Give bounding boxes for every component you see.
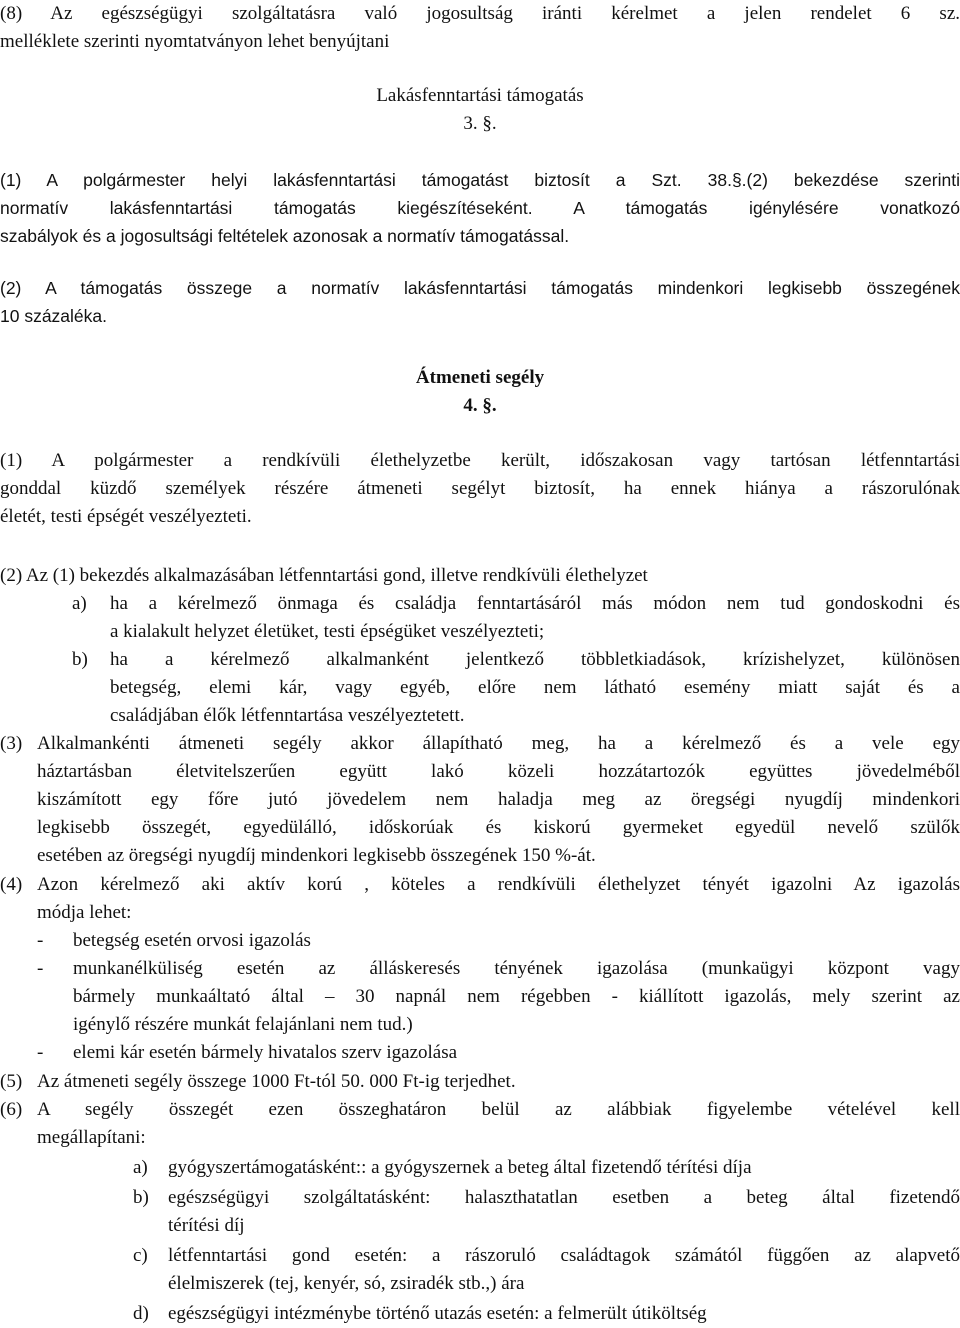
text-line: munkanélküliség esetén az álláskeresés tényének igazolása (munkaügyi központ vagy [73,958,960,979]
dash-item-2 [37,955,960,1039]
section-4-title: Átmeneti segély [415,367,545,388]
text-line: normatív lakásfenntartási támogatás kiegészítéseként. A támogatás igénylésére vonatkozó [0,198,960,218]
text-line: a kialakult helyzet életüket, testi épségüket veszélyezteti; [110,621,545,642]
list-label: a) [133,1157,148,1178]
text-line: elemi kár esetén bármely hivatalos szerv igazolása [73,1042,458,1063]
text-line: térítési díj [168,1215,245,1236]
section-3-paragraph-2 [0,274,960,330]
paragraph-number: (4) [0,874,23,895]
paragraph-number: (5) [0,1071,23,1092]
text-line: élelmiszerek (tej, kenyér, só, zsiradék stb.,) ára [168,1273,525,1294]
section-3-paragraph-1 [0,166,960,250]
text-line: megállapítani: [37,1127,146,1148]
text-line: Azon kérelmező aki aktív korú , köteles a rendkívüli élethelyzet tényét igazolni Az igazolás [37,874,960,895]
list-label: c) [133,1245,148,1266]
text-line: (1) A polgármester a rendkívüli élethelyzetbe került, időszakosan vagy tartósan létfenntartási [0,450,960,471]
text-line: családjában élők létfenntartása veszélyeztetett. [110,705,465,726]
section-4-paragraph-4 [0,871,960,1067]
section-3-title: Lakásfenntartási támogatás [376,85,584,106]
list-label: a) [72,593,87,614]
text-line: esetében az öregségi nyugdíj mindenkori legkisebb összegének 150 %-át. [37,845,596,866]
section-4-paragraph-5 [0,1068,960,1096]
list-label: b) [72,649,88,670]
text-line: ha a kérelmező alkalmanként jelentkező többletkiadások, krízishelyzet, különösen [110,649,960,670]
text-line: legkisebb összegét, egyedülálló, időskorúak és kiskorú gyermeket egyedül nevelő szülők [37,817,960,838]
list-label: b) [133,1187,149,1208]
list-item-d [0,1300,960,1328]
text-line: (2) Az (1) bekezdés alkalmazásában létfenntartási gond, illetve rendkívüli élethelyzet [0,565,648,586]
list-label: d) [133,1303,149,1324]
text-line: betegség, elemi kár, vagy egyéb, előre nem látható esemény miatt saját és a [110,677,960,698]
list-item-b [0,646,960,730]
dash-bullet: - [37,958,44,979]
text-line: háztartásban életvitelszerűen együtt lakó közeli hozzátartozók együttes jövedelméből [37,761,960,782]
text-line: bármely munkaáltató által – 30 napnál nem régebben - kiállított igazolás, mely szerint az [73,986,960,1007]
section-4-paragraph-3 [0,730,960,870]
section-4-number: 4. §. [463,395,497,416]
text-line: életét, testi épségét veszélyezteti. [0,506,252,527]
text-line: 10 százaléka. [0,306,108,326]
text-line: egészségügyi szolgáltatásként: halaszthatatlan esetben a beteg által fizetendő [168,1187,960,1208]
dash-item-1 [37,927,960,955]
dash-item-3 [37,1039,960,1067]
dash-bullet: - [37,1042,44,1063]
text-line: igénylő részére munkát felajánlani nem tud.) [73,1014,413,1035]
section-4-paragraph-1 [0,447,960,531]
text-line: ha a kérelmező önmaga és családja fenntartásáról más módon nem tud gondoskodni és [110,593,960,614]
text-line: szabályok és a jogosultsági feltételek azonosak a normatív támogatással. [0,226,570,246]
dash-bullet: - [37,930,44,951]
list-item-a [0,1154,960,1182]
text-line: gyógyszertámogatásként:: a gyógyszernek a beteg által fizetendő térítési díja [168,1157,752,1178]
list-item-c [0,1242,960,1298]
paragraph-8 [0,0,960,56]
list-item-b [0,1184,960,1240]
text-line: Alkalmankénti átmeneti segély akkor állapítható meg, ha a kérelmező és a vele egy [37,733,960,754]
paragraph-number: (3) [0,733,23,754]
list-item-a [0,590,960,646]
paragraph-number: (6) [0,1099,23,1120]
section-4-paragraph-2 [0,562,960,730]
text-line: módja lehet: [37,902,132,923]
text-line: melléklete szerinti nyomtatványon lehet benyújtani [0,31,390,52]
section-3-number: 3. §. [463,113,497,134]
text-line: létfenntartási gond esetén: a rászoruló családtagok számától függően az alapvető [168,1245,960,1266]
text-line: (8) Az egészségügyi szolgáltatásra való jogosultság iránti kérelmet a jelen rendelet 6 sz. [0,3,960,24]
text-line: A segély összegét ezen összeghatáron belül az alábbiak figyelembe vételével kell [37,1099,960,1120]
text-line: Az átmeneti segély összege 1000 Ft-tól 50. 000 Ft-ig terjedhet. [37,1071,516,1092]
section-4-paragraph-6 [0,1096,960,1328]
text-line: betegség esetén orvosi igazolás [73,930,311,951]
text-line: kiszámított egy főre jutó jövedelem nem haladja meg az öregségi nyugdíj mindenkori [37,789,960,810]
text-line: (1) A polgármester helyi lakásfenntartási támogatást biztosít a Szt. 38.§.(2) bekezdése szerinti [0,170,960,190]
text-line: egészségügyi intézménybe történő utazás esetén: a felmerült útiköltség [168,1303,707,1324]
text-line: gonddal küzdő személyek részére átmeneti segélyt biztosít, ha ennek hiánya a rászorulónak [0,478,960,499]
text-line: (2) A támogatás összege a normatív lakásfenntartási támogatás mindenkori legkisebb összegének [0,278,960,298]
